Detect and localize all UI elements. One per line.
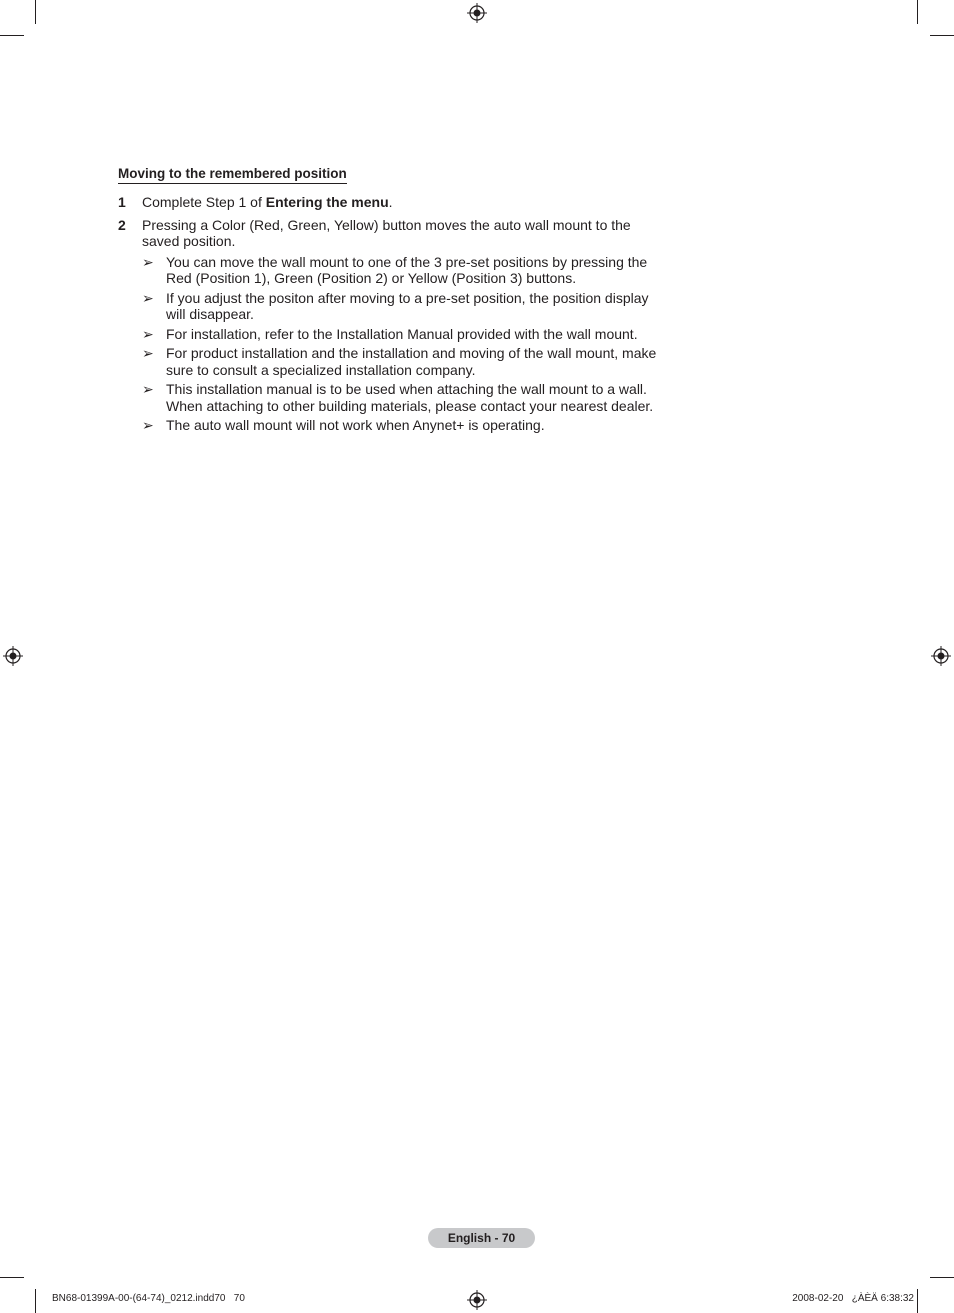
manual-section — [118, 165, 658, 434]
step-text: Pressing a Color (Red, Green, Yellow) button moves the auto wall mount to the saved position. — [142, 216, 631, 249]
note-item — [118, 345, 658, 378]
note-arrow-icon: ➢ — [142, 381, 154, 397]
step-number: 1 — [118, 194, 126, 210]
note-text: If you adjust the positon after moving to a pre-set position, the position display will disappear. — [166, 289, 649, 322]
crosshair-registration-icon — [467, 1290, 487, 1310]
note-arrow-icon: ➢ — [142, 253, 154, 270]
print-slug-right: 2008-02-20 ¿ÀÈÄ 6:38:32 — [792, 1293, 914, 1304]
crop-mark-top-left-v — [35, 0, 36, 24]
section-title: Moving to the remembered position — [118, 166, 347, 184]
step-1 — [118, 194, 658, 211]
note-item — [118, 417, 658, 434]
note-arrow-icon: ➢ — [142, 325, 154, 342]
crop-mark-top-right-v — [917, 0, 918, 24]
note-text: For product installation and the installation and moving of the wall mount, make sure to consult a specialized installation company. — [166, 345, 657, 378]
step-text — [142, 194, 393, 210]
note-item — [118, 254, 658, 287]
note-item — [118, 381, 658, 414]
step-text-prefix: Complete Step 1 of — [142, 194, 266, 210]
note-text: For installation, refer to the Installation Manual provided with the wall mount. — [166, 325, 638, 342]
crop-mark-bottom-left-h — [0, 1277, 24, 1278]
note-text: You can move the wall mount to one of the 3 pre-set positions by pressing the Red (Position 1), Green (Position 2) or Yellow (Position 3) buttons. — [166, 253, 648, 286]
step-text-bold: Entering the menu — [265, 194, 389, 210]
crop-mark-bottom-left-v — [35, 1289, 36, 1313]
notes-list — [118, 254, 658, 434]
crosshair-registration-icon — [3, 646, 23, 666]
page-number-badge: English - 70 — [428, 1228, 535, 1248]
crop-mark-top-left-h — [0, 35, 24, 36]
crop-mark-bottom-right-v — [917, 1289, 918, 1313]
step-2 — [118, 217, 658, 250]
note-arrow-icon: ➢ — [142, 289, 154, 306]
crosshair-registration-icon — [467, 3, 487, 23]
crosshair-registration-icon — [931, 646, 951, 666]
step-text-suffix: . — [388, 194, 393, 210]
note-item — [118, 290, 658, 323]
note-text: The auto wall mount will not work when Anynet+ is operating. — [166, 417, 545, 433]
crop-mark-bottom-right-h — [930, 1277, 954, 1278]
note-text: This installation manual is to be used when attaching the wall mount to a wall. When attaching to other building materials, please contact your nearest dealer. — [166, 381, 654, 414]
note-item — [118, 326, 658, 343]
crop-mark-top-right-h — [930, 35, 954, 36]
print-slug-left: BN68-01399A-00-(64-74)_0212.indd70 70 — [52, 1293, 245, 1304]
step-number: 2 — [118, 216, 126, 233]
note-arrow-icon: ➢ — [142, 345, 154, 361]
note-arrow-icon: ➢ — [142, 417, 154, 433]
